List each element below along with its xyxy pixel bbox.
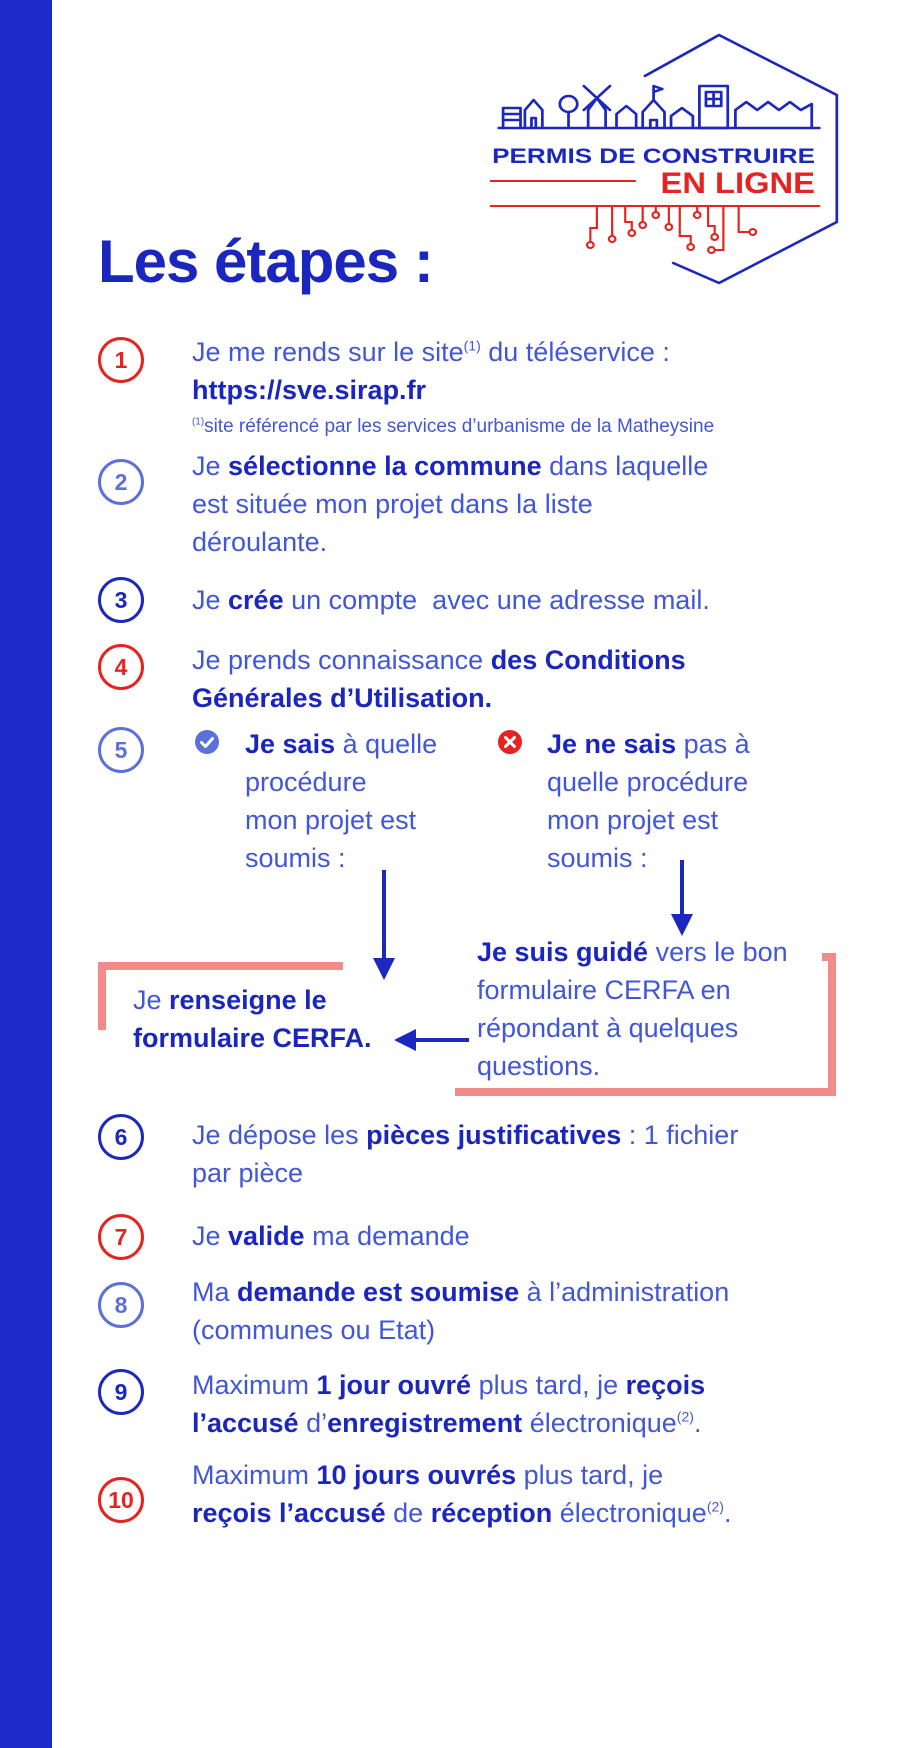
bold-text: crée	[228, 585, 284, 615]
text-segment: dans laquelle	[541, 451, 709, 481]
text-segment: formulaire CERFA en	[477, 975, 731, 1005]
bold-text: Je ne sais	[547, 729, 677, 759]
step-8-text	[192, 1273, 729, 1349]
text-segment: Ma	[192, 1277, 238, 1307]
bold-text: reçois	[625, 1370, 706, 1400]
step-number-6: 6	[98, 1114, 144, 1160]
text-segment: déroulante.	[192, 527, 328, 557]
logo-building-windows	[706, 92, 721, 106]
superscript: (1)	[192, 416, 205, 428]
page-title: Les étapes :	[98, 228, 433, 295]
superscript: (2)	[676, 1408, 694, 1425]
text-segment: Je me rends sur le site	[192, 337, 464, 367]
step-number-8: 8	[98, 1282, 144, 1328]
text-line	[192, 1366, 705, 1404]
arrow-down-left	[373, 870, 395, 980]
text-segment: procédure	[245, 767, 367, 797]
step-5-known-text	[245, 725, 437, 877]
text-line	[192, 1154, 738, 1192]
superscript: (1)	[463, 337, 481, 354]
text-line	[192, 1404, 705, 1442]
step-number-1: 1	[98, 337, 144, 383]
text-segment: est située mon projet dans la liste	[192, 489, 593, 519]
text-segment: : 1 fichier	[621, 1120, 739, 1150]
left-blue-bar	[0, 0, 52, 1748]
step-number-4: 4	[98, 644, 144, 690]
cerfa-box-text	[133, 981, 372, 1057]
bold-text: Générales d’Utilisation.	[192, 683, 493, 713]
text-segment: ma demande	[304, 1221, 470, 1251]
logo-church	[643, 86, 665, 128]
text-line	[192, 1116, 738, 1154]
bold-text: reçois l’accusé	[192, 1498, 386, 1528]
step-7-text	[192, 1217, 470, 1255]
text-segment: Maximum	[192, 1460, 317, 1490]
text-segment: Je dépose les	[192, 1120, 367, 1150]
step-5-unknown-text	[547, 725, 750, 877]
text-segment: Je prends connaissance	[192, 645, 491, 675]
text-segment: par pièce	[192, 1158, 304, 1188]
check-circle-icon	[195, 730, 219, 754]
text-segment: à quelle	[335, 729, 438, 759]
text-line	[245, 801, 437, 839]
bold-text: l’accusé	[192, 1408, 299, 1438]
bold-text: Je suis guidé	[477, 937, 649, 967]
logo-row-houses	[735, 102, 811, 128]
logo-building-left	[503, 108, 520, 128]
step-6-text	[192, 1116, 738, 1192]
text-line	[192, 1456, 732, 1494]
logo-house	[525, 100, 542, 128]
step-3-text	[192, 581, 710, 619]
bold-text: 1 jour ouvré	[316, 1370, 472, 1400]
step-10-text	[192, 1456, 732, 1532]
text-line	[192, 415, 714, 439]
text-line	[133, 981, 372, 1019]
step-number-3: 3	[98, 577, 144, 623]
text-line	[547, 839, 750, 877]
text-segment: électronique	[522, 1408, 677, 1438]
text-segment: questions.	[477, 1051, 601, 1081]
text-segment: plus tard, je	[516, 1460, 664, 1490]
text-segment: .	[723, 1498, 732, 1528]
text-line	[245, 725, 437, 763]
text-segment: (communes ou Etat)	[192, 1315, 436, 1345]
arrow-left	[394, 1029, 469, 1051]
step-4-text	[192, 641, 686, 717]
text-line	[547, 801, 750, 839]
text-line	[192, 581, 710, 619]
text-line	[192, 447, 708, 485]
text-segment: Je	[192, 585, 229, 615]
text-segment: vers le bon	[648, 937, 788, 967]
text-line	[192, 371, 670, 409]
text-segment: site référencé par les services d’urbanisme de la Matheysine	[204, 416, 715, 437]
text-line	[192, 1494, 732, 1532]
text-line	[477, 1009, 788, 1047]
text-line	[192, 1273, 729, 1311]
logo-line2: EN LIGNE	[660, 166, 816, 200]
text-line	[133, 1019, 372, 1057]
text-line	[477, 933, 788, 971]
text-segment: mon projet est	[245, 805, 417, 835]
guided-box-text	[477, 933, 788, 1085]
superscript: (2)	[706, 1498, 724, 1515]
text-segment: mon projet est	[547, 805, 719, 835]
step-9-text	[192, 1366, 705, 1442]
text-line	[192, 1217, 470, 1255]
text-segment: du téléservice :	[480, 337, 670, 367]
text-segment: soumis :	[245, 843, 346, 873]
text-segment: de	[385, 1498, 431, 1528]
text-segment: répondant à quelques	[477, 1013, 739, 1043]
text-segment: Maximum	[192, 1370, 317, 1400]
text-line	[192, 679, 686, 717]
step-number-9: 9	[98, 1369, 144, 1415]
step-number-7: 7	[98, 1214, 144, 1260]
logo-tree	[560, 96, 577, 112]
text-segment: .	[693, 1408, 702, 1438]
logo-windmill	[584, 86, 610, 128]
step-1-footnote	[192, 415, 714, 439]
logo-small-house	[617, 106, 637, 128]
step-number-2: 2	[98, 459, 144, 505]
text-line	[245, 763, 437, 801]
cross-circle-icon	[498, 730, 522, 754]
bold-text: réception	[430, 1498, 553, 1528]
step-2-text	[192, 447, 708, 561]
text-line	[547, 725, 750, 763]
step-number-10: 10	[98, 1477, 144, 1523]
text-segment: pas à	[676, 729, 750, 759]
text-line	[192, 523, 708, 561]
text-line	[477, 971, 788, 1009]
text-line	[192, 333, 670, 371]
bold-text: demande est soumise	[237, 1277, 520, 1307]
logo-line1: PERMIS DE CONSTRUIRE	[492, 143, 816, 168]
text-line	[192, 1311, 729, 1349]
bold-text: renseigne le	[169, 985, 327, 1015]
bold-text: sélectionne la commune	[228, 451, 542, 481]
text-line	[192, 641, 686, 679]
bold-text: valide	[228, 1221, 305, 1251]
text-segment: électronique	[552, 1498, 707, 1528]
text-segment: d’	[298, 1408, 328, 1438]
text-segment: Je	[133, 985, 170, 1015]
bold-text: enregistrement	[327, 1408, 523, 1438]
text-segment: plus tard, je	[471, 1370, 626, 1400]
text-line	[547, 763, 750, 801]
bold-text: formulaire CERFA.	[133, 1023, 372, 1053]
bold-text: pièces justificatives	[366, 1120, 622, 1150]
text-line	[477, 1047, 788, 1085]
text-line	[192, 485, 708, 523]
bold-text: https://sve.sirap.fr	[192, 375, 427, 405]
text-segment: quelle procédure	[547, 767, 749, 797]
text-segment: soumis :	[547, 843, 648, 873]
step-1-text	[192, 333, 670, 409]
bold-text: 10 jours ouvrés	[316, 1460, 517, 1490]
bold-text: des Conditions	[490, 645, 686, 675]
text-line	[245, 839, 437, 877]
text-segment: Je	[192, 451, 229, 481]
text-segment: Je	[192, 1221, 229, 1251]
step-number-5: 5	[98, 727, 144, 773]
text-segment: un compte avec une adresse mail.	[283, 585, 710, 615]
permis-de-construire-logo	[490, 30, 839, 290]
text-segment: à l’administration	[519, 1277, 730, 1307]
bold-text: Je sais	[245, 729, 336, 759]
logo-house-2	[671, 108, 693, 128]
